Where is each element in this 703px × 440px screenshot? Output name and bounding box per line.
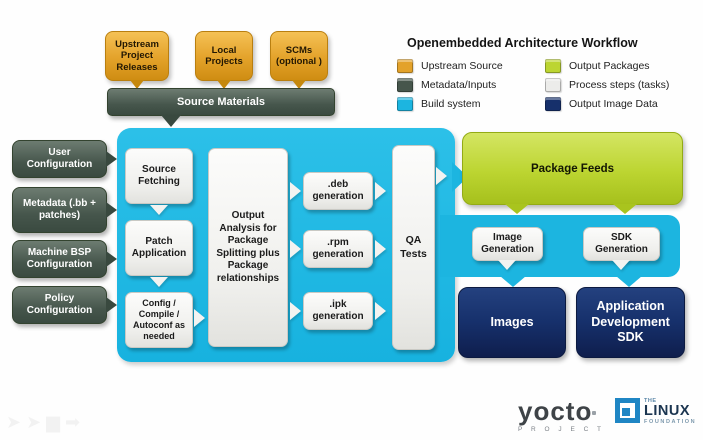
output-analysis-box (208, 148, 288, 347)
qa-tests-box (392, 145, 435, 350)
upstream-project-releases-label: Upstream Project Releases (115, 38, 159, 73)
arrow-analysis-to-rpm (290, 240, 301, 258)
source-materials-label: Source Materials (176, 96, 266, 108)
local-projects-box (195, 31, 253, 81)
arrow-policy-to-build (106, 297, 117, 313)
rpm-generation-label: .rpm generation (312, 236, 364, 260)
policy-configuration-box (12, 286, 107, 324)
arrow-feeds-to-sdk-gen (613, 204, 637, 214)
legend-item-metadata-inputs (397, 77, 503, 92)
arrow-feeds-to-image-gen (505, 204, 529, 214)
legend-item-output-packages (545, 58, 669, 73)
ipk-generation-box (303, 292, 373, 330)
config-compile-label: Config / Compile / Autoconf as needed (132, 297, 185, 342)
yocto-logo (518, 398, 604, 433)
arrow-fetch-to-patch (150, 205, 168, 215)
linux-foundation-square-inner-icon (622, 408, 630, 416)
legend-column-left (397, 58, 503, 111)
arrow-image-gen-down (498, 260, 516, 270)
policy-configuration-label: Policy Configuration (26, 292, 93, 316)
yocto-dot-icon (592, 411, 596, 415)
arrow-sdk-gen-down (612, 260, 630, 270)
arrow-strip-to-app-sdk (616, 276, 642, 287)
metadata-inputs-swatch-icon (397, 78, 413, 92)
process-steps-swatch-icon (545, 78, 561, 92)
metadata-label: Metadata (.bb + patches) (22, 197, 97, 221)
output-image-data-swatch-icon (545, 97, 561, 111)
user-configuration-label: User Configuration (26, 146, 93, 170)
ipk-generation-label: .ipk generation (312, 298, 364, 322)
linux-the-label: THE (644, 398, 657, 404)
arrow-materials-to-build (161, 115, 181, 127)
images-box (458, 287, 566, 358)
build-system-swatch-icon (397, 97, 413, 111)
package-feeds-box (462, 132, 683, 205)
linux-foundation-logo (615, 398, 696, 425)
scms-label: SCMs (optional ) (276, 44, 322, 67)
source-fetching-label: Source Fetching (138, 163, 180, 187)
linux-foundation-text (644, 398, 696, 425)
legend-item-process-steps (545, 77, 669, 92)
arrow-analysis-to-deb (290, 182, 301, 200)
arrow-qa-out (436, 167, 447, 185)
source-fetching-box (125, 148, 193, 204)
images-label: Images (490, 314, 534, 329)
legend-label: Upstream Source (421, 59, 503, 72)
legend-label: Output Image Data (569, 97, 658, 110)
source-materials-bar (107, 88, 335, 116)
sdk-generation-label: SDK Generation (595, 231, 648, 255)
patch-application-label: Patch Application (131, 235, 187, 259)
legend-label: Output Packages (569, 59, 650, 72)
local-projects-label: Local Projects (205, 44, 243, 67)
legend-column-right (545, 58, 669, 111)
arrow-metadata-to-build (106, 202, 117, 218)
output-packages-swatch-icon (545, 59, 561, 73)
arrow-rpm-to-qa (375, 240, 386, 258)
image-generation-label: Image Generation (481, 231, 534, 255)
machine-bsp-configuration-box (12, 240, 107, 278)
upstream-source-swatch-icon (397, 59, 413, 73)
metadata-box (12, 187, 107, 233)
legend-item-output-image-data (545, 96, 669, 111)
arrow-ipk-to-qa (375, 302, 386, 320)
upstream-project-releases-box (105, 31, 169, 81)
legend-label: Metadata/Inputs (421, 78, 497, 91)
rpm-generation-box (303, 230, 373, 268)
user-configuration-box (12, 140, 107, 178)
ghost-artifact: ➤ ➤ ▆ ➡ (6, 412, 81, 432)
deb-generation-box (303, 172, 373, 210)
application-development-sdk-box (576, 287, 685, 358)
yocto-wordmark: yocto (518, 396, 593, 426)
application-development-sdk-label: Application Development SDK (591, 299, 670, 345)
patch-application-box (125, 220, 193, 276)
legend-item-upstream-source (397, 58, 503, 73)
config-compile-box (125, 292, 193, 348)
arrow-analysis-to-ipk (290, 302, 301, 320)
arrow-machine-bsp-to-build (106, 251, 117, 267)
legend-title: Openembedded Architecture Workflow (407, 36, 638, 50)
linux-foundation-square-icon (615, 398, 640, 423)
yocto-project-label: P R O J E C T (518, 426, 605, 433)
arrow-strip-to-images (500, 276, 526, 287)
legend-item-build-system (397, 96, 503, 111)
deb-generation-label: .deb generation (312, 178, 364, 202)
arrow-user-config-to-build (106, 151, 117, 167)
legend-label: Process steps (tasks) (569, 78, 670, 91)
arrow-deb-to-qa (375, 182, 386, 200)
machine-bsp-configuration-label: Machine BSP Configuration (26, 246, 93, 270)
linux-label: LINUX (644, 403, 690, 419)
linux-foundation-label: FOUNDATION (644, 418, 697, 425)
legend-label: Build system (421, 97, 481, 110)
arrow-patch-to-config (150, 277, 168, 287)
package-feeds-label: Package Feeds (530, 162, 615, 175)
output-analysis-label: Output Analysis for Package Splitting plus Package relationships (216, 210, 280, 284)
qa-tests-label: QA Tests (400, 234, 427, 260)
image-generation-box (472, 227, 543, 261)
scms-box (270, 31, 328, 81)
arrow-config-to-analysis (194, 309, 205, 327)
sdk-generation-box (583, 227, 660, 261)
